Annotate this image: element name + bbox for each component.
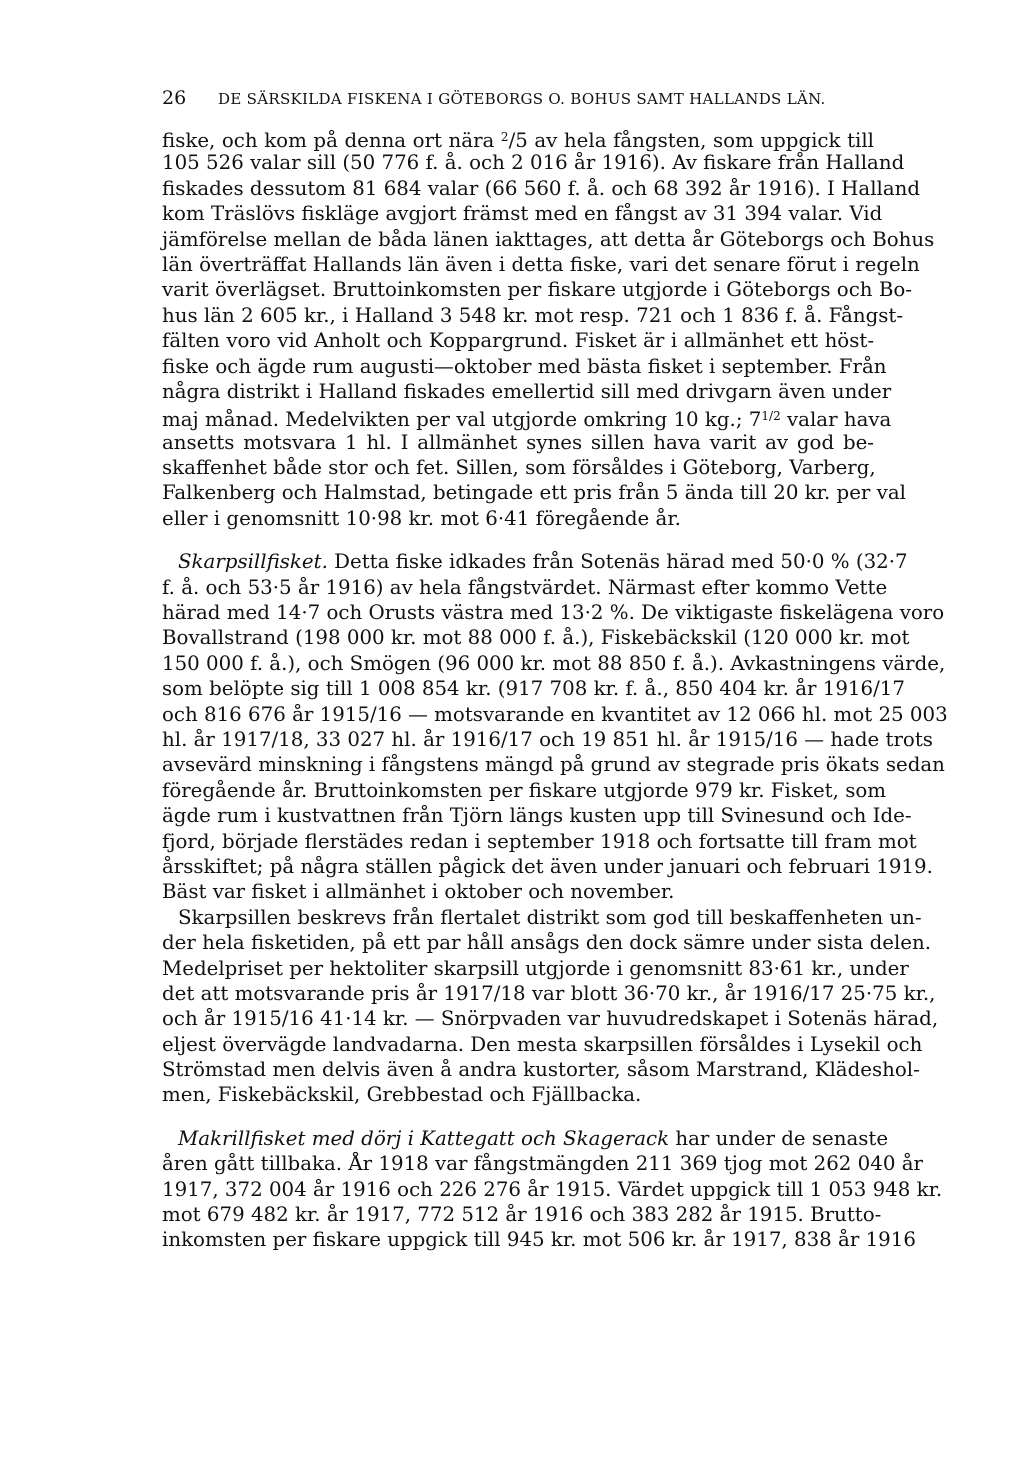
text-line: der hela fisketiden, på ett par håll ansågs den dock sämre under sista delen. — [162, 931, 932, 955]
text-line: skaffenhet både stor och fet. Sillen, som försåldes i Göteborg, Varberg, — [162, 456, 876, 480]
text-run: valar hava — [780, 408, 892, 432]
text-line: fälten voro vid Anholt och Koppargrund. Fisket är i allmänhet ett höst- — [162, 329, 874, 353]
text-line: som belöpte sig till 1 008 854 kr. (917 708 kr. f. å., 850 404 kr. år 1916/17 — [162, 677, 905, 701]
text-line: föregående år. Bruttoinkomsten per fiskare utgjorde 979 kr. Fisket, som — [162, 778, 887, 802]
text-run: /5 av hela fångsten, som uppgick till — [508, 129, 875, 152]
text-line: hl. år 1917/18, 33 027 hl. år 1916/17 och 19 851 hl. år 1915/16 — hade trots — [162, 727, 933, 751]
text-line: men, Fiskebäckskil, Grebbestad och Fjällbacka. — [162, 1083, 642, 1107]
section-heading: Skarpsillfisket. — [178, 550, 328, 574]
text-line: 150 000 f. å.), och Smögen (96 000 kr. mot 88 850 f. å.). Avkastningens värde, — [162, 651, 946, 675]
page-header — [162, 86, 882, 110]
text-line: Strömstad men delvis även å andra kustorter, såsom Marstrand, Klädeshol- — [162, 1058, 920, 1082]
text-line: det att motsvarande pris år 1917/18 var blott 36·70 kr., år 1916/17 25·75 kr., — [162, 981, 936, 1005]
text-line: ansetts motsvara 1 hl. I allmänhet synes sillen hava varit av god be- — [162, 430, 874, 454]
text-line: fiske och ägde rum augusti—oktober med bästa fisket i september. Från — [162, 354, 887, 378]
text-line: Bovallstrand (198 000 kr. mot 88 000 f. å.), Fiskebäckskil (120 000 kr. mot — [162, 626, 910, 650]
paragraph-skarpsill-quality — [162, 905, 939, 1108]
text-line: några distrikt i Halland fiskades emellertid sill med drivgarn även under — [162, 379, 892, 403]
text-line — [162, 1126, 889, 1151]
text-run: har under de senaste — [669, 1126, 889, 1150]
paragraph-gap — [162, 531, 874, 549]
text-line: 1917, 372 004 år 1916 och 226 276 år 1915. Värdet uppgick till 1 053 948 kr. — [162, 1177, 943, 1201]
text-run: fiske, och kom på denna ort nära — [162, 129, 501, 152]
text-line: inkomsten per fiskare uppgick till 945 kr. mot 506 kr. år 1917, 838 år 1916 — [162, 1228, 916, 1252]
section-heading: Makrillfisket med dörj i Kattegatt och Skagerack — [178, 1126, 670, 1150]
running-title: DE SÄRSKILDA FISKENA I GÖTEBORGS O. BOHUS SAMT HALLANDS LÄN. — [218, 90, 826, 108]
paragraph-sill-drift — [162, 125, 935, 531]
text-line: varit överlägset. Bruttoinkomsten per fiskare utgjorde i Göteborgs och Bo- — [162, 278, 912, 302]
text-line: ägde rum i kustvattnen från Tjörn längs kusten upp till Svinesund och Ide- — [162, 804, 912, 828]
text-line: Falkenberg och Halmstad, betingade ett pris från 5 ända till 20 kr. per val — [162, 481, 906, 505]
text-line: Skarpsillen beskrevs från flertalet distrikt som god till beskaffenheten un- — [178, 905, 922, 929]
page-number: 26 — [162, 87, 187, 109]
text-line: Medelpriset per hektoliter skarpsill utgjorde i genomsnitt 83·61 kr., under — [162, 956, 909, 980]
text-line: eller i genomsnitt 10·98 kr. mot 6·41 föregående år. — [162, 506, 681, 530]
fraction-numerator: 2 — [500, 130, 509, 144]
text-run: Detta fiske idkades från Sotenäs härad med 50·0 % (32·7 — [327, 550, 908, 574]
text-line — [162, 125, 874, 150]
body-text — [162, 125, 948, 1253]
text-line: fjord, började flerstädes redan i september 1918 och fortsatte till fram mot — [162, 829, 917, 853]
text-line — [162, 404, 892, 432]
text-line: och år 1915/16 41·14 kr. — Snörpvaden var huvudredskapet i Sotenäs härad, — [162, 1007, 939, 1031]
text-line: åren gått tillbaka. År 1918 var fångstmängden 211 369 tjog mot 262 040 år — [162, 1152, 923, 1176]
text-line: och 816 676 år 1915/16 — motsvarande en kvantitet av 12 066 hl. mot 25 003 — [162, 702, 948, 726]
text-line: 105 526 valar sill (50 776 f. å. och 2 016 år 1916). Av fiskare från Halland — [162, 151, 905, 175]
text-line: hus län 2 605 kr., i Halland 3 548 kr. mot resp. 721 och 1 836 f. å. Fångst- — [162, 303, 904, 327]
text-run: maj månad. Medelvikten per val utgjorde omkring 10 kg.; 7 — [162, 408, 762, 432]
text-line: fiskades dessutom 81 684 valar (66 560 f. å. och 68 392 år 1916). I Halland — [162, 176, 921, 200]
text-line: härad med 14·7 och Orusts västra med 13·2 %. De viktigaste fiskelägena voro — [162, 601, 945, 625]
text-line: län överträffat Hallands län även i detta fiske, vari det senare förut i regeln — [162, 252, 920, 276]
text-line: eljest övervägde landvadarna. Den mesta skarpsillen försåldes i Lysekil och — [162, 1032, 923, 1056]
text-line: kom Träslövs fiskläge avgjort främst med en fångst av 31 394 valar. Vid — [162, 202, 883, 226]
paragraph-makrillfisket — [162, 1126, 943, 1253]
fraction: 1/2 — [761, 409, 781, 424]
paragraph-gap — [162, 1108, 874, 1126]
text-line: mot 679 482 kr. år 1917, 772 512 år 1916 och 383 282 år 1915. Brutto- — [162, 1203, 882, 1227]
text-line: avsevärd minskning i fångstens mängd på grund av stegrade pris ökats sedan — [162, 753, 945, 777]
text-line: Bäst var fisket i allmänhet i oktober och november. — [162, 880, 675, 904]
text-line — [162, 549, 908, 574]
text-line: årsskiftet; på några ställen pågick det även under januari och februari 1919. — [162, 854, 933, 878]
text-line: f. å. och 53·5 år 1916) av hela fångstvärdet. Närmast efter kommo Vette — [162, 575, 888, 599]
text-line: jämförelse mellan de båda länen iakttages, att detta år Göteborgs och Bohus — [162, 227, 935, 251]
paragraph-skarpsillfisket — [162, 549, 948, 904]
